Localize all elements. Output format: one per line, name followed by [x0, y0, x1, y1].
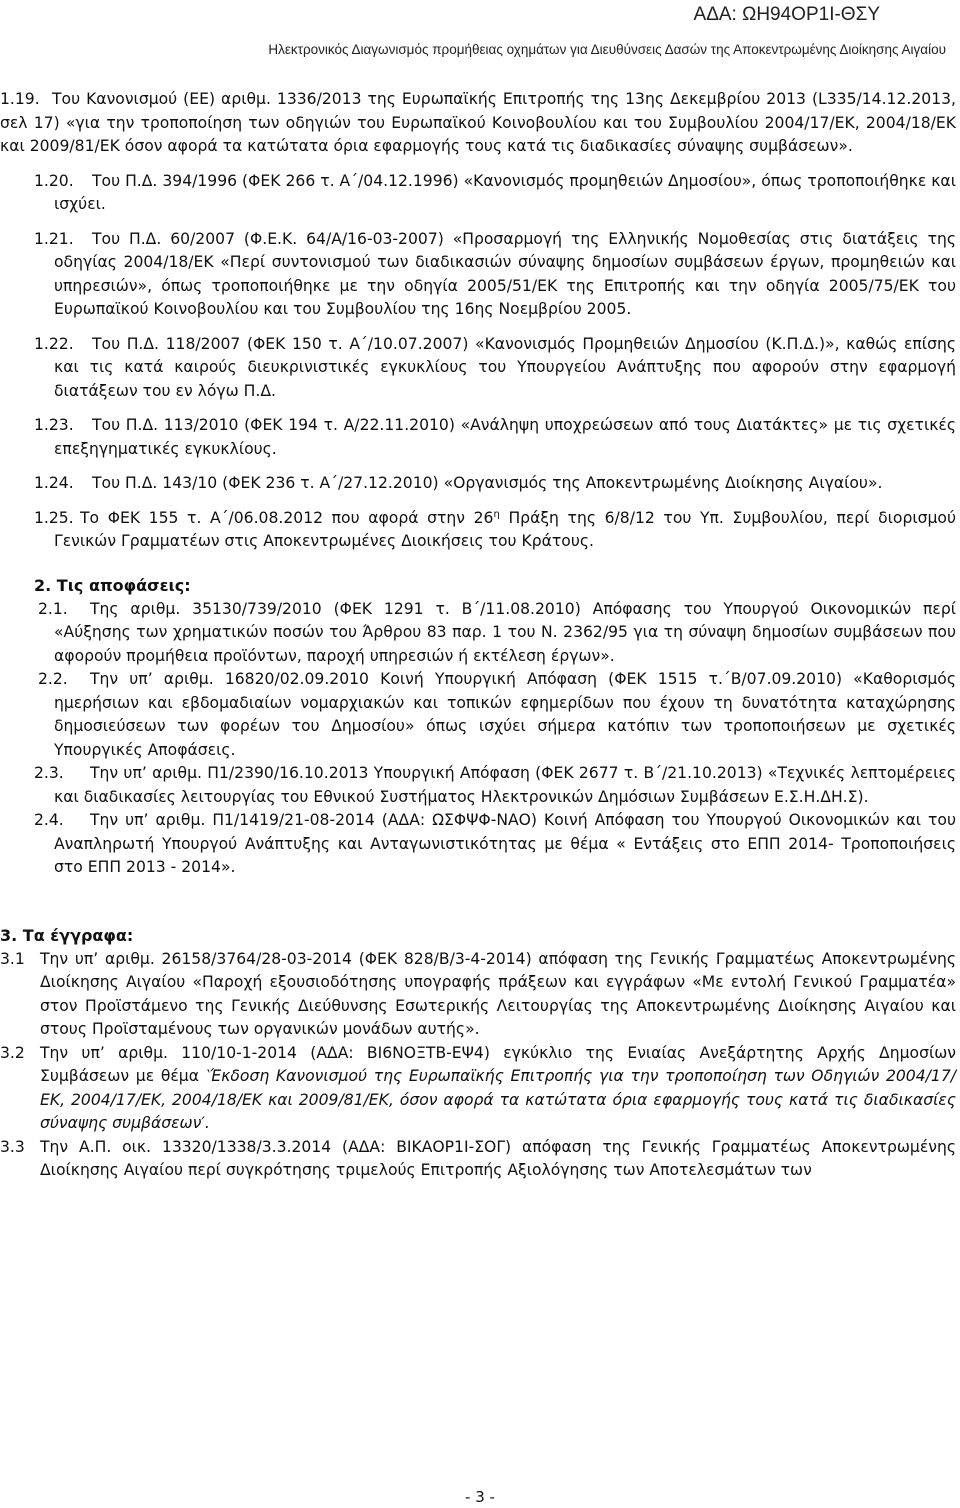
- item-text: [0, 472, 960, 496]
- ada-code: ΑΔΑ: ΩΗ94ΟΡ1Ι-ΘΣΥ: [693, 4, 880, 25]
- list-item: [0, 228, 960, 322]
- list-item: [0, 88, 960, 159]
- item-number: 2.1.: [38, 599, 68, 618]
- item-text: Του Κανονισμού (ΕΕ) αριθμ. 1336/2013 της Ευρωπαϊκής Επιτροπής της 13ης Δεκεμβρίου 2013 (L335/14.12.2013, σελ 17) «για την τροποποίηση των οδηγιών του Ευρωπαϊκού Κοινοβουλίου και του Συμβουλίου 2004/17/ΕΚ, 2004/18/ΕΚ και 2009/81/ΕΚ όσον αφορά τα κατώτατα όρια εφαρμογής τους κατά τις διαδικασίες σύναψης συμβάσεων».: [0, 90, 956, 155]
- item-text: Του Π.Δ. 113/2010 (ΦΕΚ 194 τ. Α/22.11.2010) «Ανάληψη υποχρεώσεων από τους Διατάκτες» με τις σχετικές επεξηγηματικές εγκυκλίους.: [54, 416, 956, 458]
- item-text: [0, 228, 960, 322]
- document-body: [0, 88, 960, 1183]
- item-number: 3.3: [0, 1137, 25, 1156]
- item-text: Του Π.Δ. 394/1996 (ΦΕΚ 266 τ. Α΄/04.12.1996) «Κανονισμός προμηθειών Δημοσίου», όπως τροποποιήθηκε και ισχύει.: [54, 171, 956, 213]
- item-text: Την υπ’ αριθμ. 16820/02.09.2010 Κοινή Υπουργική Απόφαση (ΦΕΚ 1515 τ.΄Β/07.09.2010) «Καθορισμός ημερήσιων και εβδομαδιαίων νομαρχιακών και τοπικών εφημερίδων που έχουν τη δυνατότητα καταχώρησης δημοσιεύσεων των φορέων του Δημοσίου» όπως ισχύει σήμερα κατόπιν των τροποποιήσεων με σχετικές Υπουργικές Αποφάσεις.: [54, 670, 956, 759]
- item-number: 2.2.: [38, 670, 68, 688]
- item-text-part: Πράξη της 6/8/12 του Υπ. Συμβουλίου, περί διορισμού Γενικών Γραμματέων στις Αποκεντρωμένες Διοικήσεις του Κράτους.: [54, 508, 956, 550]
- item-number: 1.19.: [0, 90, 40, 108]
- section-heading: 3. Τα έγγραφα:: [0, 925, 134, 945]
- item-number: 1.24.: [34, 474, 74, 492]
- list-item: [0, 762, 960, 809]
- item-text: [0, 598, 960, 669]
- list-item: [0, 333, 960, 404]
- list-item: [0, 472, 960, 496]
- item-text: [0, 170, 960, 217]
- item-text: Την υπ’ αριθμ. Π1/1419/21-08-2014 (ΑΔΑ: ΩΣΦΨΦ-ΝΑΟ) Κοινή Απόφαση του Υπουργού Οικονομικών και του Αναπληρωτή Υπουργού Ανάπτυξης και Ανταγωνιστικότητας με θέμα « Εντάξεις στο ΕΠΠ 2014- Τροποποιήσεις στο ΕΠΠ 2013 - 2014».: [54, 811, 956, 876]
- item-text-italic: ‵Έκδοση Κανονισμού της Ευρωπαϊκής Επιτροπής για την τροποποίηση των Οδηγιών 2004/17/ΕΚ, 2004/17/ΕΚ, 2004/18/ΕΚ και 2009/81/ΕΚ, όσον αφορά τα κατώτατα όρια εφαρμογής τους κατά τις διαδικασίες σύναψης συμβάσεων′.: [40, 1067, 956, 1132]
- item-text: [0, 762, 960, 809]
- item-number: 1.20.: [34, 171, 74, 190]
- item-number: 3.1: [0, 949, 25, 968]
- item-text: [0, 88, 960, 159]
- item-number: 2.4.: [34, 811, 64, 829]
- item-text: [0, 414, 960, 461]
- list-item: [0, 1042, 960, 1136]
- item-text: Της αριθμ. 35130/739/2010 (ΦΕΚ 1291 τ. Β΄/11.08.2010) Απόφασης του Υπουργού Οικονομικών περί «Αύξησης των χρηματικών ποσών του Άρθρου 83 παρ. 1 του Ν. 2362/95 για τη σύναψη δημοσίων συμβάσεων που αφορούν προμήθεια προϊόντων, παροχή υπηρεσιών ή εκτέλεση έργων».: [54, 599, 956, 665]
- item-text: [0, 668, 960, 762]
- item-text: Την Α.Π. οικ. 13320/1338/3.3.2014 (ΑΔΑ: ΒΙΚΑΟΡ1Ι-ΣΟΓ) απόφαση της Γενικής Γραμματέως Αποκεντρωμένης Διοίκησης Αιγαίου περί συγκρότησης τριμελούς Επιτροπής Αξιολόγησης των Αποτελεσμάτων των: [40, 1137, 956, 1179]
- list-item: [0, 598, 960, 669]
- item-text: [0, 809, 960, 880]
- item-text: [0, 507, 960, 554]
- item-number: 1.22.: [34, 334, 74, 353]
- list-item: [0, 1136, 960, 1183]
- item-text-part: Την υπ’ αριθμ. 110/10-1-2014 (ΑΔΑ: ΒΙ6ΝΟΞΤΒ-ΕΨ4) εγκύκλιο της Ενιαίας Ανεξάρτητης Αρχής Δημοσίων Συμβάσεων με θέμα: [40, 1043, 956, 1085]
- item-number: 1.25.: [34, 508, 74, 527]
- item-text: Του Π.Δ. 118/2007 (ΦΕΚ 150 τ. Α΄/10.07.2007) «Κανονισμός Προμηθειών Δημοσίου (Κ.Π.Δ.)», καθώς επίσης και τις κατά καιρούς διευκρινιστικές εγκυκλίους του Υπουργείου Ανάπτυξης που αφορούν στην εφαρμογή διατάξεων του εν λόγω Π.Δ.: [54, 334, 956, 400]
- list-item: [0, 507, 960, 554]
- page-number: - 3 -: [465, 1488, 495, 1506]
- item-text-part: Το ΦΕΚ 155 τ. Α΄/06.08.2012 που αφορά στην 26: [80, 508, 494, 527]
- item-number: 1.23.: [34, 416, 74, 434]
- item-text: [0, 1136, 960, 1183]
- superscript: η: [493, 508, 500, 520]
- item-number: 1.21.: [34, 229, 74, 248]
- list-item: [0, 948, 960, 1042]
- item-text: [0, 948, 960, 1042]
- item-text: Του Π.Δ. 143/10 (ΦΕΚ 236 τ. Α΄/27.12.2010) «Οργανισμός της Αποκεντρωμένης Διοίκησης Αιγαίου».: [92, 474, 883, 492]
- document-subtitle: Ηλεκτρονικός Διαγωνισμός προμήθειας οχημάτων για Διευθύνσεις Δασών της Αποκεντρωμένης Διοίκησης Αιγαίου: [268, 42, 946, 57]
- list-item: [0, 809, 960, 880]
- section-heading: 2. Τις αποφάσεις:: [34, 575, 191, 595]
- item-text: Την υπ’ αριθμ. 26158/3764/28-03-2014 (ΦΕΚ 828/Β/3-4-2014) απόφαση της Γενικής Γραμματέως Αποκεντρωμένης Διοίκησης Αιγαίου «Παροχή εξουσιοδότησης υπογραφής πράξεων και εγγράφων «Με εντολή Γενικού Γραμματέα» στον Προϊστάμενο της Γενικής Διεύθυνσης Εσωτερικής Λειτουργίας της Αποκεντρωμένης Διοίκησης Αιγαίου και στους Προϊσταμένους των οργανικών μονάδων αυτής».: [40, 949, 956, 1038]
- item-text: [0, 333, 960, 404]
- item-number: 3.2: [0, 1043, 25, 1062]
- list-item: [0, 414, 960, 461]
- item-number: 2.3.: [34, 764, 64, 782]
- list-item: [0, 170, 960, 217]
- list-item: [0, 668, 960, 762]
- item-text: Του Π.Δ. 60/2007 (Φ.Ε.Κ. 64/Α/16-03-2007) «Προσαρμογή της Ελληνικής Νομοθεσίας στις διατάξεις της οδηγίας 2004/18/ΕΚ «Περί συντονισμού των διαδικασιών σύναψης δημοσίων συμβάσεων έργων, προμηθειών και υπηρεσιών», όπως τροποποιήθηκε με την οδηγία 2005/51/ΕΚ της Επιτροπής και την οδηγία 2005/75/ΕΚ του Ευρωπαϊκού Κοινοβουλίου και του Συμβουλίου της 16ης Νοεμβρίου 2005.: [54, 229, 956, 318]
- item-text: [0, 1042, 960, 1136]
- item-text: Την υπ’ αριθμ. Π1/2390/16.10.2013 Υπουργική Απόφαση (ΦΕΚ 2677 τ. Β΄/21.10.2013) «Τεχνικές λεπτομέρειες και διαδικασίες λειτουργίας του Εθνικού Συστήματος Ηλεκτρονικών Δημόσιων Συμβάσεων Ε.Σ.Η.ΔΗ.Σ).: [54, 764, 956, 806]
